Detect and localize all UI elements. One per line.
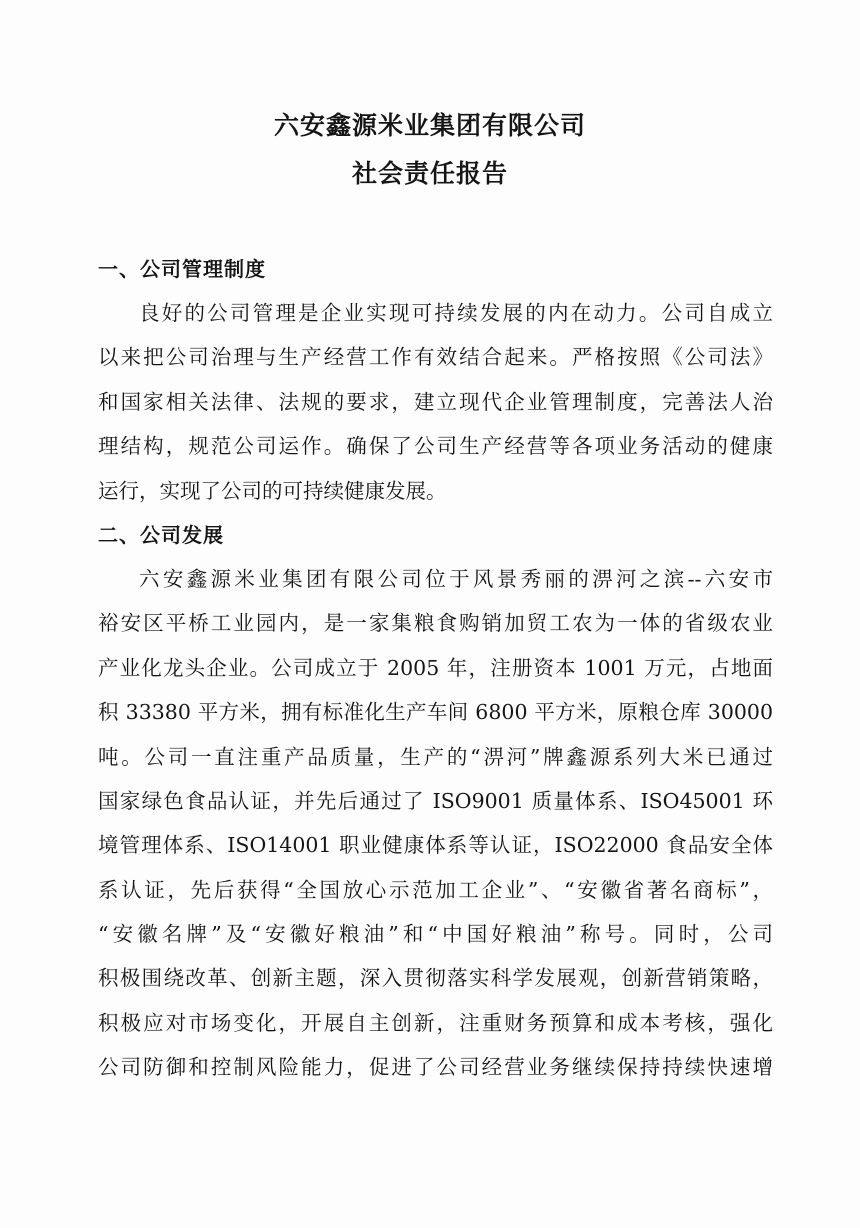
paragraph-line: 公司防御和控制风险能力，促进了公司经营业务继续保持持续快速增 [98,1055,773,1080]
paragraph-line: 系认证，先后获得“全国放心示范加工企业”、“安徽省著名商标”， [98,877,773,902]
paragraph-line: 国家绿色食品认证，并先后通过了 ISO9001 质量体系、ISO45001 环 [98,788,773,813]
paragraph-line: 积 33380 平方米，拥有标准化生产车间 6800 平方米，原粮仓库 30000 [98,700,773,725]
paragraph-line: 和国家相关法律、法规的要求，建立现代企业管理制度，完善法人治 [98,389,773,414]
report-title [0,102,860,198]
paragraph-line: 良好的公司管理是企业实现可持续发展的内在动力。公司自成立 [139,301,773,325]
paragraph-line: 理结构，规范公司运作。确保了公司生产经营等各项业务活动的健康 [98,434,773,459]
paragraph-line: 积极应对市场变化，开展自主创新，注重财务预算和成本考核，强化 [98,1010,773,1035]
paragraph-line: 境管理体系、ISO14001 职业健康体系等认证，ISO22000 食品安全体 [98,833,773,858]
report-body [98,247,773,1090]
paragraph-line: 运行，实现了公司的可持续健康发展。 [98,478,447,503]
paragraph-line: 裕安区平桥工业园内，是一家集粮食购销加贸工农为一体的省级农业 [98,611,773,636]
paragraph-line: 以来把公司治理与生产经营工作有效结合起来。严格按照《公司法》 [98,345,773,370]
section-heading-development: 二、公司发展 [98,522,224,547]
report-subtitle: 社会责任报告 [351,159,508,188]
paragraph-development [98,557,773,1090]
paragraph-line: “安徽名牌”及“安徽好粮油”和“中国好粮油”称号。同时，公司 [98,922,773,947]
paragraph-line: 六安鑫源米业集团有限公司位于风景秀丽的淠河之滨--六安市 [139,566,773,591]
company-name-title: 六安鑫源米业集团有限公司 [273,111,586,140]
section-heading-management: 一、公司管理制度 [98,257,266,281]
paragraph-line: 产业化龙头企业。公司成立于 2005 年，注册资本 1001 万元，占地面 [98,655,773,680]
paragraph-line: 积极围绕改革、创新主题，深入贯彻落实科学发展观，创新营销策略， [98,966,773,991]
paragraph-management [98,291,773,513]
paragraph-line: 吨。公司一直注重产品质量，生产的“淠河”牌鑫源系列大米已通过 [98,744,773,769]
